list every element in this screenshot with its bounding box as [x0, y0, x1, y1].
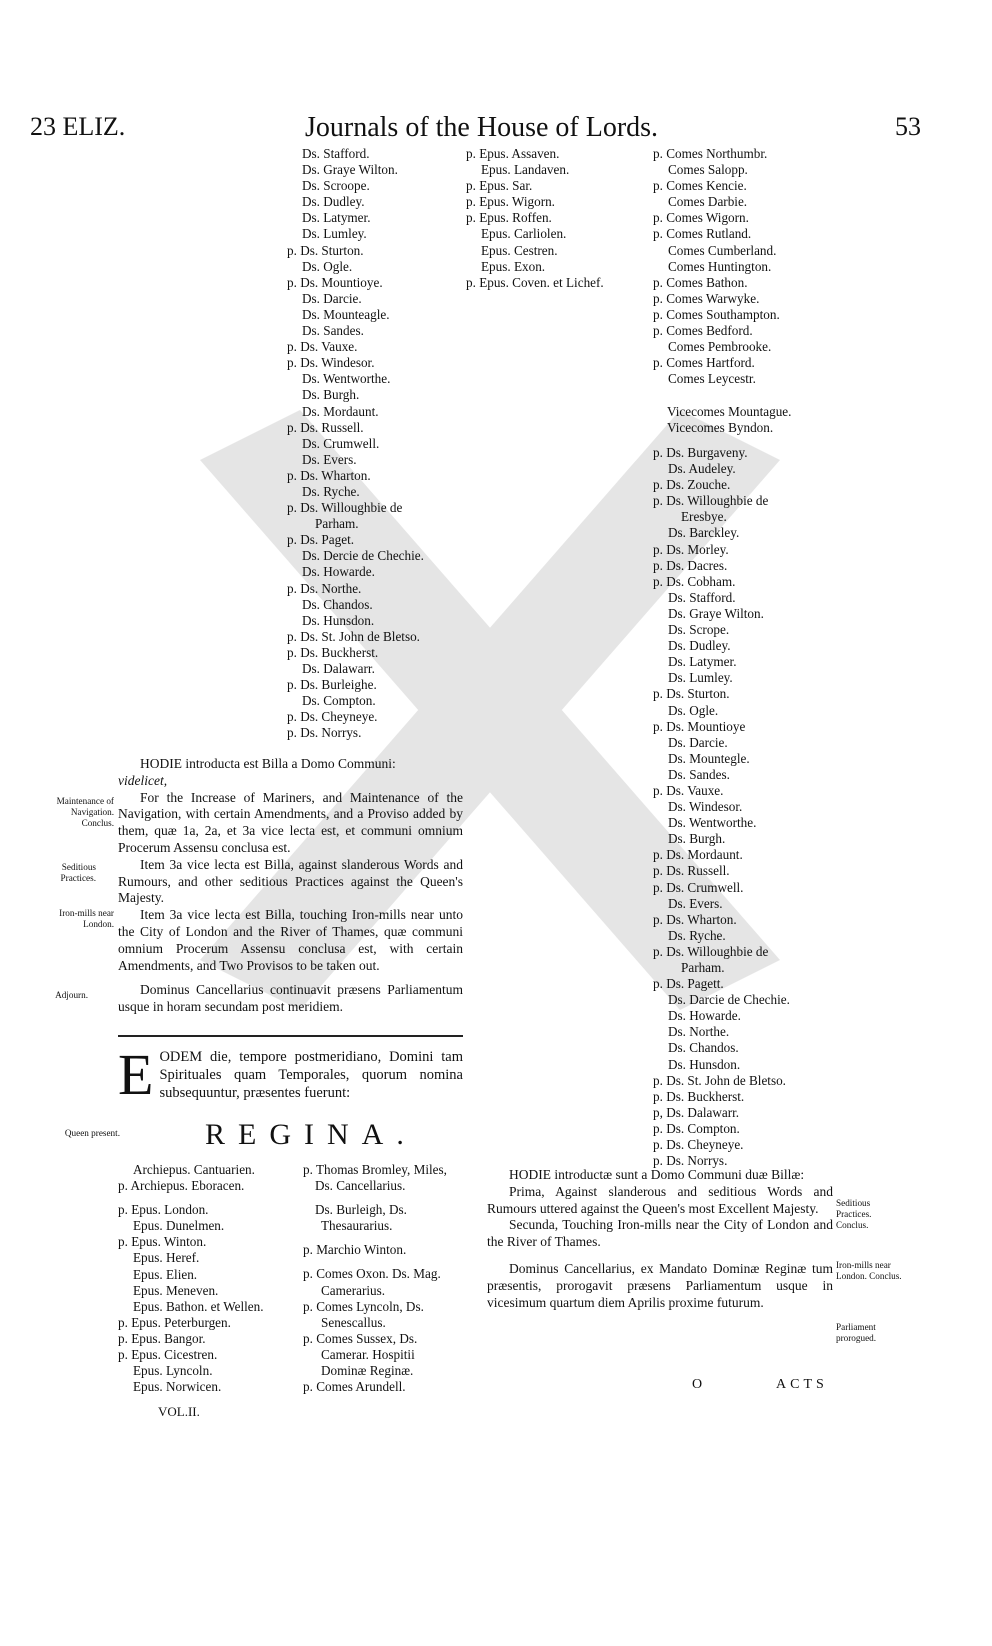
col1-entry: Ds. Wentworthe. [302, 371, 391, 387]
col3a-entry: p. Comes Wigorn. [653, 210, 749, 226]
col3c-entry: p. Ds. Pagett. [653, 976, 724, 992]
lower-col2-entry: Ds. Burleigh, Ds. [315, 1202, 407, 1218]
col3c-entry: p. Ds. Mordaunt. [653, 847, 743, 863]
lower-col2-entry [303, 1258, 447, 1266]
col3c-entry: p. Ds. Sturton. [653, 686, 730, 702]
hodie-intro: HODIE introducta est Billa a Domo Communi: [140, 756, 396, 771]
col3c-entry: Ds. Darcie. [668, 734, 728, 750]
hodie-morning-section [118, 756, 463, 1016]
col2-entry: Epus. Cestren. [481, 242, 558, 258]
col3c-entry: p. Ds. Buckherst. [653, 1088, 745, 1104]
col1-entry: Ds. Sandes. [302, 323, 364, 339]
col1-entry: Ds. Evers. [302, 451, 357, 467]
col1-entry: Ds. Darcie. [302, 290, 362, 306]
col3c-entry: Ds. Northe. [668, 1024, 730, 1040]
col3a-entry: Comes Huntington. [668, 258, 772, 274]
col3a-entry: p. Comes Hartford. [653, 355, 755, 371]
col3c-entry: p. Ds. Mountioye [653, 718, 746, 734]
col3c-entry: p. Ds. Zouche. [653, 477, 731, 493]
lower-col2-entry: p. Comes Lyncoln, Ds. [303, 1298, 424, 1314]
section-divider [118, 1035, 463, 1037]
col1-entry: Ds. Ogle. [302, 258, 353, 274]
col1-entry: p. Ds. Vauxe. [287, 339, 358, 355]
col2-entry: p. Epus. Sar. [466, 178, 533, 194]
lower-col1-entry [118, 1194, 264, 1202]
col3c-entry: Ds. Chandos. [668, 1040, 739, 1056]
bill-prima: Prima, Against slanderous and seditious Words and Rumours uttered against the Queen's most Excellent Majesty. [487, 1183, 833, 1216]
lords-list-column-1 [287, 146, 424, 741]
col3a-entry: p. Comes Warwyke. [653, 290, 760, 306]
regina-heading: REGINA. [205, 1118, 417, 1151]
margin-note-navigation: Maintenance of Navigation. Conclus. [56, 796, 114, 828]
col1-entry: p. Ds. Northe. [287, 580, 362, 596]
lower-col1-entry: p. Epus. Bangor. [118, 1330, 206, 1346]
col1-entry: Ds. Ryche. [302, 483, 360, 499]
bill-iron-mills: Item 3a vice lecta est Billa, touching Iron-mills near unto the City of London and the River of Thames, quæ communi omnium Procerum Assensu conclusa est, with certain Amendments, and Two Provisos to be taken out. [118, 907, 463, 973]
col2-entry: p. Epus. Coven. et Lichef. [466, 274, 604, 290]
col1-entry: p. Ds. Cheyneye. [287, 709, 378, 725]
margin-note-queen-present: Queen present. [64, 1128, 120, 1138]
col1-entry: Ds. Dudley. [302, 194, 365, 210]
lower-col1-entry: Epus. Dunelmen. [133, 1218, 225, 1234]
col1-entry: Ds. Chandos. [302, 596, 373, 612]
lower-col2-entry: Senescallus. [321, 1314, 386, 1330]
col3c-entry: Ds. Latymer. [668, 654, 737, 670]
lower-col1-entry: Epus. Heref. [133, 1250, 200, 1266]
volume-signature: VOL.II. [158, 1404, 200, 1419]
col3a-entry: Comes Cumberland. [668, 242, 777, 258]
hodie-videlicet: videlicet, [118, 772, 168, 788]
col3c-entry: Ds. Stafford. [668, 589, 736, 605]
col1-entry: Ds. Lumley. [302, 226, 367, 242]
lower-col1-entry: Archiepus. Cantuarien. [133, 1162, 255, 1177]
col1-entry: p. Ds. Mountioye. [287, 274, 383, 290]
earls-list [653, 146, 780, 387]
col3c-entry: p. Ds. Cobham. [653, 573, 736, 589]
col3c-entry: Ds. Evers. [668, 895, 723, 911]
col1-entry: p. Ds. Willoughbie de [287, 500, 403, 516]
lower-col2-entry: p. Comes Arundell. [303, 1379, 406, 1395]
col3c-entry: Ds. Ryche. [668, 927, 726, 943]
col3c-entry: p. Ds. Cheyneye. [653, 1137, 744, 1153]
col3c-entry: Ds. Windesor. [668, 799, 743, 815]
eodem-text: ODEM die, tempore postmeridiano, Domini tam Spirituales quam Temporales, quorum nomina subsequuntur, præsentes fuerunt: [159, 1049, 463, 1101]
col3a-entry: p. Comes Southampton. [653, 306, 780, 322]
col3a-entry: p. Comes Kencie. [653, 178, 747, 194]
col3c-entry: p. Ds. Wharton. [653, 911, 737, 927]
lower-col1-entry: Epus. Meneven. [133, 1282, 219, 1298]
lower-col2-entry: Thesaurarius. [321, 1218, 393, 1234]
lower-col2-entry: Ds. Cancellarius. [315, 1178, 406, 1194]
col3a-entry: Comes Pembrooke. [668, 339, 772, 355]
lower-col1-entry: Epus. Lyncoln. [133, 1363, 213, 1379]
margin-note-seditious-right: Seditious Practices. Conclus. [836, 1198, 872, 1230]
margin-note-iron-mills: Iron-mills near London. [59, 908, 114, 929]
page-number: 53 [895, 112, 921, 141]
eodem-section [118, 1042, 463, 1107]
col3b-entry: Vicecomes Mountague. [667, 404, 792, 419]
col3c-entry: Eresbye. [681, 509, 727, 525]
lower-col2-entry: p. Thomas Bromley, Miles, [303, 1162, 447, 1177]
col2-entry: Epus. Carliolen. [481, 226, 567, 242]
col1-entry: Ds. Crumwell. [302, 435, 380, 451]
margin-note-adjourn: Adjourn. [55, 990, 88, 1000]
margin-note-prorogued: Parliament prorogued. [836, 1322, 877, 1343]
col3c-entry: p. Ds. St. John de Bletso. [653, 1072, 786, 1088]
col3c-entry: p. Ds. Norrys. [653, 1153, 728, 1169]
col3c-entry: Ds. Mountegle. [668, 750, 750, 766]
col1-entry: p. Ds. Sturton. [287, 242, 364, 258]
col2-entry: p. Epus. Assaven. [466, 146, 560, 161]
col3c-entry: Ds. Barckley. [668, 525, 740, 541]
col3a-entry: Comes Salopp. [668, 162, 748, 178]
margin-note-seditious: Seditious Practices. [60, 862, 96, 883]
catchword: ACTS [776, 1377, 828, 1392]
col1-entry: Parham. [315, 516, 359, 532]
col3a-entry: p. Comes Rutland. [653, 226, 752, 242]
col3c-entry: Ds. Lumley. [668, 670, 733, 686]
col3a-entry: p. Comes Bedford. [653, 323, 753, 339]
col1-entry: Ds. Mounteagle. [302, 306, 390, 322]
header-regnal-year: 23 ELIZ. [30, 112, 126, 141]
col3c-entry: p. Ds. Russell. [653, 863, 730, 879]
bishops-list-column-2 [466, 146, 604, 291]
lower-col2-entry: p. Marchio Winton. [303, 1242, 407, 1258]
col3a-entry: Comes Leycestr. [668, 371, 756, 387]
hodie2-intro: HODIE introductæ sunt a Domo Communi duæ Billæ: [509, 1167, 805, 1182]
col1-entry: p. Ds. Windesor. [287, 355, 375, 371]
col3c-entry: p. Ds. Willoughbie de [653, 943, 769, 959]
col3b-entry: Vicecomes Byndon. [667, 420, 774, 436]
viscounts-list [667, 404, 791, 436]
col1-entry: Ds. Graye Wilton. [302, 162, 398, 178]
hodie-afternoon-section [487, 1167, 833, 1311]
col2-entry: p. Epus. Wigorn. [466, 194, 555, 210]
lower-attendance-column-2 [303, 1162, 447, 1395]
running-title: Journals of the House of Lords. [305, 112, 659, 143]
col1-entry: p. Ds. St. John de Bletso. [287, 628, 420, 644]
lower-col2-entry: Camerar. Hospitii [321, 1346, 415, 1362]
col3c-entry: p. Ds. Burgaveny. [653, 445, 748, 460]
margin-note-iron-mills-right: Iron-mills near London. Conclus. [836, 1260, 902, 1281]
bill-secunda: Secunda, Touching Iron-mills near the City of London and the River of Thames. [487, 1217, 833, 1250]
lower-col1-entry: p. Epus. Winton. [118, 1234, 207, 1250]
lower-col2-entry: p. Comes Sussex, Ds. [303, 1330, 418, 1346]
col3c-entry: p. Ds. Crumwell. [653, 879, 744, 895]
col3a-entry: p. Comes Bathon. [653, 274, 748, 290]
lower-col2-entry: p. Comes Oxon. Ds. Mag. [303, 1266, 441, 1282]
drop-cap: E [118, 1042, 154, 1107]
col1-entry: p. Ds. Wharton. [287, 467, 371, 483]
col1-entry: Ds. Compton. [302, 693, 376, 709]
col3c-entry: Parham. [681, 960, 725, 975]
col1-entry: Ds. Howarde. [302, 564, 375, 580]
col1-entry: p. Ds. Burleighe. [287, 677, 377, 693]
adjournment-paragraph: Dominus Cancellarius continuavit præsens Parliamentum usque in horam secundam post meridiem. [118, 982, 463, 1015]
col2-entry: p. Epus. Roffen. [466, 210, 552, 226]
lower-attendance-column-1 [118, 1162, 264, 1395]
lower-col1-entry: p. Epus. London. [118, 1202, 209, 1218]
col3c-entry: Ds. Ogle. [668, 702, 719, 718]
col1-entry: Ds. Stafford. [302, 146, 370, 161]
col3c-entry: p. Ds. Vauxe. [653, 782, 724, 798]
col1-entry: p. Ds. Paget. [287, 532, 355, 548]
lower-col2-entry [303, 1194, 447, 1202]
col3c-entry: Ds. Hunsdon. [668, 1056, 741, 1072]
lower-col1-entry: Epus. Elien. [133, 1266, 198, 1282]
col3c-entry: p. Ds. Morley. [653, 541, 729, 557]
lower-col2-entry [303, 1234, 447, 1242]
col1-entry: Ds. Scroope. [302, 178, 370, 194]
col3c-entry: p. Ds. Willoughbie de [653, 493, 769, 509]
lower-col2-entry: Dominæ Reginæ. [321, 1363, 414, 1379]
bill-navigation: For the Increase of Mariners, and Maintenance of the Navigation, with certain Amendments, and a Proviso added by them, quæ 1a, 2a, et 3a vice lecta est, et communi omnium Procerum Assensu conclusa est. [118, 789, 463, 855]
lower-col1-entry: p. Epus. Peterburgen. [118, 1314, 231, 1330]
bill-seditious: Item 3a vice lecta est Billa, against slanderous Words and Rumours, and other seditious Practices against the Queen's Majesty. [118, 856, 463, 906]
col3c-entry: Ds. Sandes. [668, 766, 730, 782]
col1-entry: p. Ds. Norrys. [287, 725, 362, 741]
col1-entry: Ds. Latymer. [302, 210, 371, 226]
col3c-entry: p, Ds. Dalawarr. [653, 1104, 740, 1120]
col1-entry: Ds. Hunsdon. [302, 612, 375, 628]
lower-col1-entry: p. Archiepus. Eboracen. [118, 1178, 245, 1194]
barons-list-column-3 [653, 445, 790, 1169]
col3c-entry: p. Ds. Compton. [653, 1120, 740, 1136]
col3c-entry: Ds. Darcie de Chechie. [668, 992, 790, 1008]
col3c-entry: Ds. Dudley. [668, 638, 731, 654]
lower-col2-entry: Camerarius. [321, 1282, 386, 1298]
col3c-entry: p. Ds. Dacres. [653, 557, 728, 573]
col3c-entry: Ds. Scrope. [668, 622, 730, 638]
col1-entry: p. Ds. Buckherst. [287, 644, 379, 660]
col2-entry: Epus. Landaven. [481, 162, 570, 178]
col1-entry: Ds. Burgh. [302, 387, 360, 403]
col1-entry: Ds. Mordaunt. [302, 403, 379, 419]
col2-entry: Epus. Exon. [481, 258, 546, 274]
lower-col1-entry: Epus. Norwicen. [133, 1379, 222, 1395]
col3c-entry: Ds. Graye Wilton. [668, 605, 764, 621]
signature-mark: O [692, 1377, 703, 1392]
col1-entry: p. Ds. Russell. [287, 419, 364, 435]
col3a-entry: p. Comes Northumbr. [653, 146, 768, 161]
col3c-entry: Ds. Wentworthe. [668, 815, 757, 831]
col3c-entry: Ds. Audeley. [668, 461, 736, 477]
lower-col1-entry: Epus. Bathon. et Wellen. [133, 1298, 264, 1314]
col3c-entry: Ds. Burgh. [668, 831, 726, 847]
lower-col1-entry: p. Epus. Cicestren. [118, 1347, 218, 1363]
col1-entry: Ds. Dalawarr. [302, 661, 375, 676]
prorogation-paragraph: Dominus Cancellarius, ex Mandato Dominæ Reginæ tum præsentis, prorogavit præsens Parliamentum usque in vicesimum quartum diem Aprilis proxime futurum. [487, 1260, 833, 1310]
col1-entry: Ds. Dercie de Chechie. [302, 548, 424, 564]
col3a-entry: Comes Darbie. [668, 194, 748, 210]
col3c-entry: Ds. Howarde. [668, 1008, 741, 1024]
